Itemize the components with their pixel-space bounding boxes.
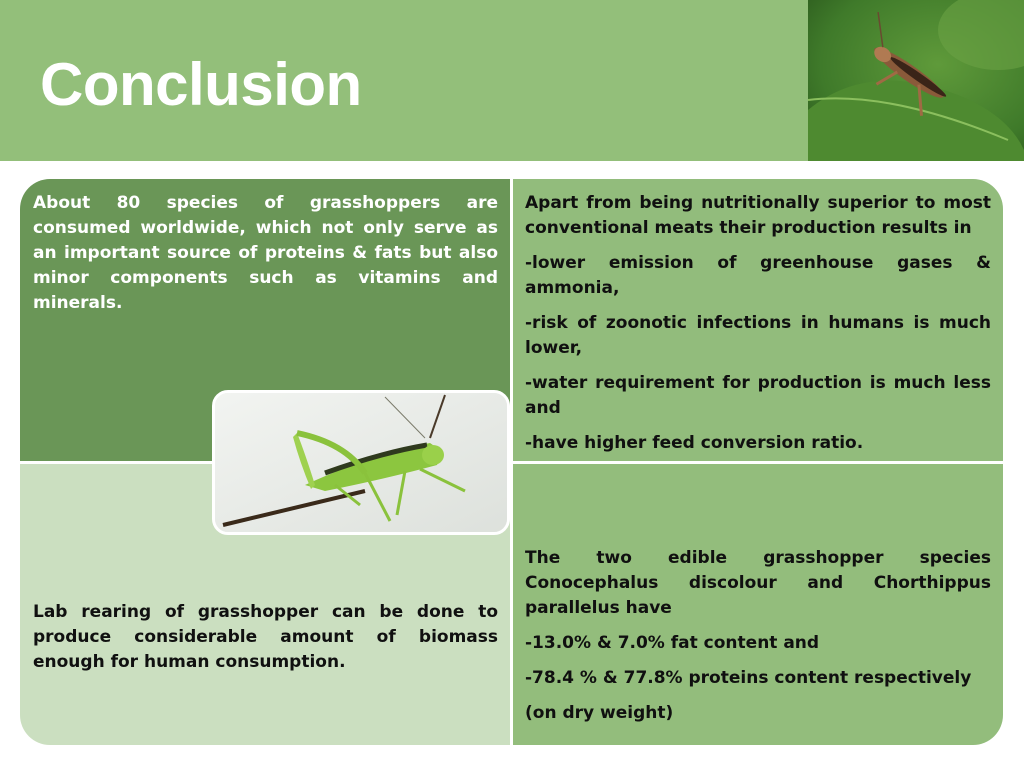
title-banner bbox=[0, 0, 808, 161]
nutrition-intro: The two edible grasshopper species Conocephalus discolour and Chorthippus parallelus have bbox=[525, 548, 991, 618]
benefit-item: -lower emission of greenhouse gases & ammonia, bbox=[525, 253, 991, 298]
nutrition-list bbox=[525, 546, 991, 736]
nutrition-item: (on dry weight) bbox=[525, 703, 674, 723]
grasshopper-leaf-photo bbox=[808, 0, 1024, 161]
benefit-item: -water requirement for production is much less and bbox=[525, 373, 991, 418]
benefits-list bbox=[525, 191, 991, 466]
cell-bottom-right bbox=[513, 464, 1003, 745]
nutrition-item: -13.0% & 7.0% fat content and bbox=[525, 633, 820, 653]
cell-top-right bbox=[513, 179, 1003, 461]
page-title: Conclusion bbox=[40, 51, 362, 118]
content-grid bbox=[20, 179, 1003, 745]
benefits-intro: Apart from being nutritionally superior to most conventional meats their production results in bbox=[525, 193, 991, 238]
green-grasshopper-photo bbox=[212, 390, 510, 535]
species-consumed-text: About 80 species of grasshoppers are consumed worldwide, which not only serve as an important source of proteins & fats but also minor components such as vitamins and minerals. bbox=[33, 193, 498, 313]
lab-rearing-text: Lab rearing of grasshopper can be done to produce considerable amount of biomass enough for human consumption. bbox=[33, 602, 498, 672]
nutrition-item: -78.4 % & 77.8% proteins content respectively bbox=[525, 668, 972, 688]
benefit-item: -have higher feed conversion ratio. bbox=[525, 433, 864, 453]
benefit-item: -risk of zoonotic infections in humans is much lower, bbox=[525, 313, 991, 358]
